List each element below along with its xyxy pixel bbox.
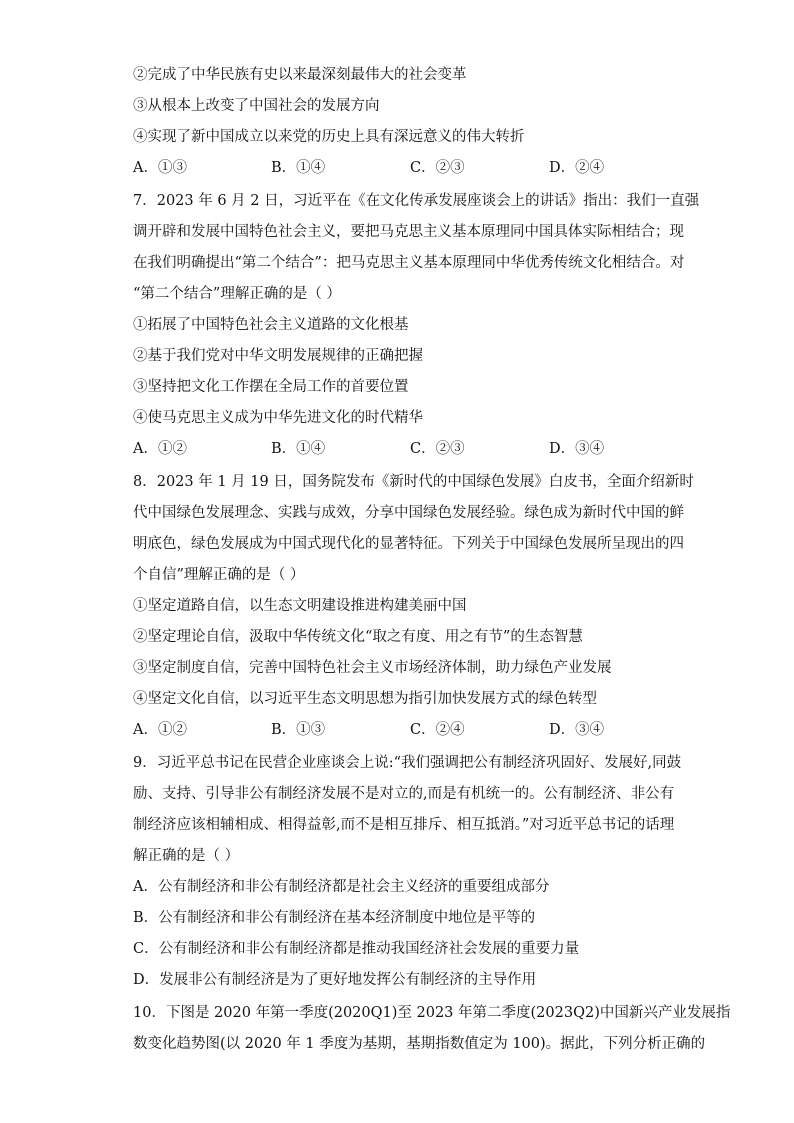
q10-stem-line: 10．下图是 2020 年第一季度(2020Q1)至 2023 年第二季度(2023Q2)中国新兴产业发展指 xyxy=(133,1005,731,1021)
q6-option-c: C．②③ xyxy=(410,160,465,176)
q9-choice-a: A．公有制经济和非公有制经济都是社会主义经济的重要组成部分 xyxy=(133,879,550,895)
q10-stem-line: 数变化趋势图(以 2020 年 1 季度为基期，基期指数值定为 100)。据此，下列分析正确的 xyxy=(133,1036,706,1052)
q8-stem-line: 代中国绿色发展理念、实践与成效，分享中国绿色发展经验。绿色成为新时代中国的鲜 xyxy=(133,505,684,521)
q7-item-2: ②基于我们党对中华文明发展规律的正确把握 xyxy=(133,348,423,364)
q9-choice-b: B．公有制经济和非公有制经济在基本经济制度中地位是平等的 xyxy=(133,910,536,926)
q7-option-a: A．①② xyxy=(133,441,187,457)
q8-option-d: D．③④ xyxy=(549,722,605,738)
q8-stem-line: 明底色，绿色发展成为中国式现代化的显著特征。下列关于中国绿色发展所呈现出的四 xyxy=(133,536,684,552)
q8-item-3: ③坚定制度自信，完善中国特色社会主义市场经济体制，助力绿色产业发展 xyxy=(133,660,612,676)
q6-option-d: D．②④ xyxy=(549,160,605,176)
q8-item-4: ④坚定文化自信，以习近平生态文明思想为指引加快发展方式的绿色转型 xyxy=(133,691,597,707)
q7-item-3: ③坚持把文化工作摆在全局工作的首要位置 xyxy=(133,379,409,395)
q8-option-a: A．①② xyxy=(133,722,187,738)
q8-item-2: ②坚定理论自信，汲取中华传统文化“取之有度、用之有节”的生态智慧 xyxy=(133,629,583,645)
q7-stem-line: 7．2023 年 6 月 2 日，习近平在《在文化传承发展座谈会上的讲话》指出：我们一直强 xyxy=(133,193,700,209)
q7-stem-line: 调开辟和发展中国特色社会主义，要把马克思主义基本原理同中国具体实际相结合；现 xyxy=(133,224,684,240)
q6-item-3: ③从根本上改变了中国社会的发展方向 xyxy=(133,98,380,114)
q9-choice-d: D．发展非公有制经济是为了更好地发挥公有制经济的主导作用 xyxy=(133,972,537,988)
q6-option-a: A．①③ xyxy=(133,160,187,176)
q8-stem-line: 个自信”理解正确的是（ ） xyxy=(133,567,305,583)
q7-option-d: D．③④ xyxy=(549,441,605,457)
q7-item-4: ④使马克思主义成为中华先进文化的时代精华 xyxy=(133,410,423,426)
q8-option-b: B．①③ xyxy=(271,722,326,738)
q7-option-c: C．②③ xyxy=(410,441,465,457)
q6-item-4: ④实现了新中国成立以来党的历史上具有深远意义的伟大转折 xyxy=(133,129,525,145)
q7-stem-line: “第二个结合”理解正确的是（ ） xyxy=(133,286,341,302)
q9-stem-line: 制经济应该相辅相成、相得益彰,而不是相互排斥、相互抵消。”对习近平总书记的话理 xyxy=(133,817,675,833)
q7-item-1: ①拓展了中国特色社会主义道路的文化根基 xyxy=(133,317,409,333)
q7-option-b: B．①④ xyxy=(271,441,326,457)
q6-option-b: B．①④ xyxy=(271,160,326,176)
q8-stem-line: 8．2023 年 1 月 19 日，国务院发布《新时代的中国绿色发展》白皮书，全面介绍新时 xyxy=(133,474,694,490)
q7-stem-line: 在我们明确提出“第二个结合”：把马克思主义基本原理同中华优秀传统文化相结合。对 xyxy=(133,255,685,271)
q9-stem-line: 解正确的是（ ） xyxy=(133,848,240,864)
q9-choice-c: C．公有制经济和非公有制经济都是推动我国经济社会发展的重要力量 xyxy=(133,941,580,957)
q6-item-2: ②完成了中华民族有史以来最深刻最伟大的社会变革 xyxy=(133,67,467,83)
q9-stem-line: 9．习近平总书记在民营企业座谈会上说:“我们强调把公有制经济巩固好、发展好,同鼓 xyxy=(133,755,682,771)
q8-item-1: ①坚定道路自信，以生态文明建设推进构建美丽中国 xyxy=(133,598,467,614)
q9-stem-line: 励、支持、引导非公有制经济发展不是对立的,而是有机统一的。公有制经济、非公有 xyxy=(133,786,675,802)
q8-option-c: C．②④ xyxy=(410,722,465,738)
